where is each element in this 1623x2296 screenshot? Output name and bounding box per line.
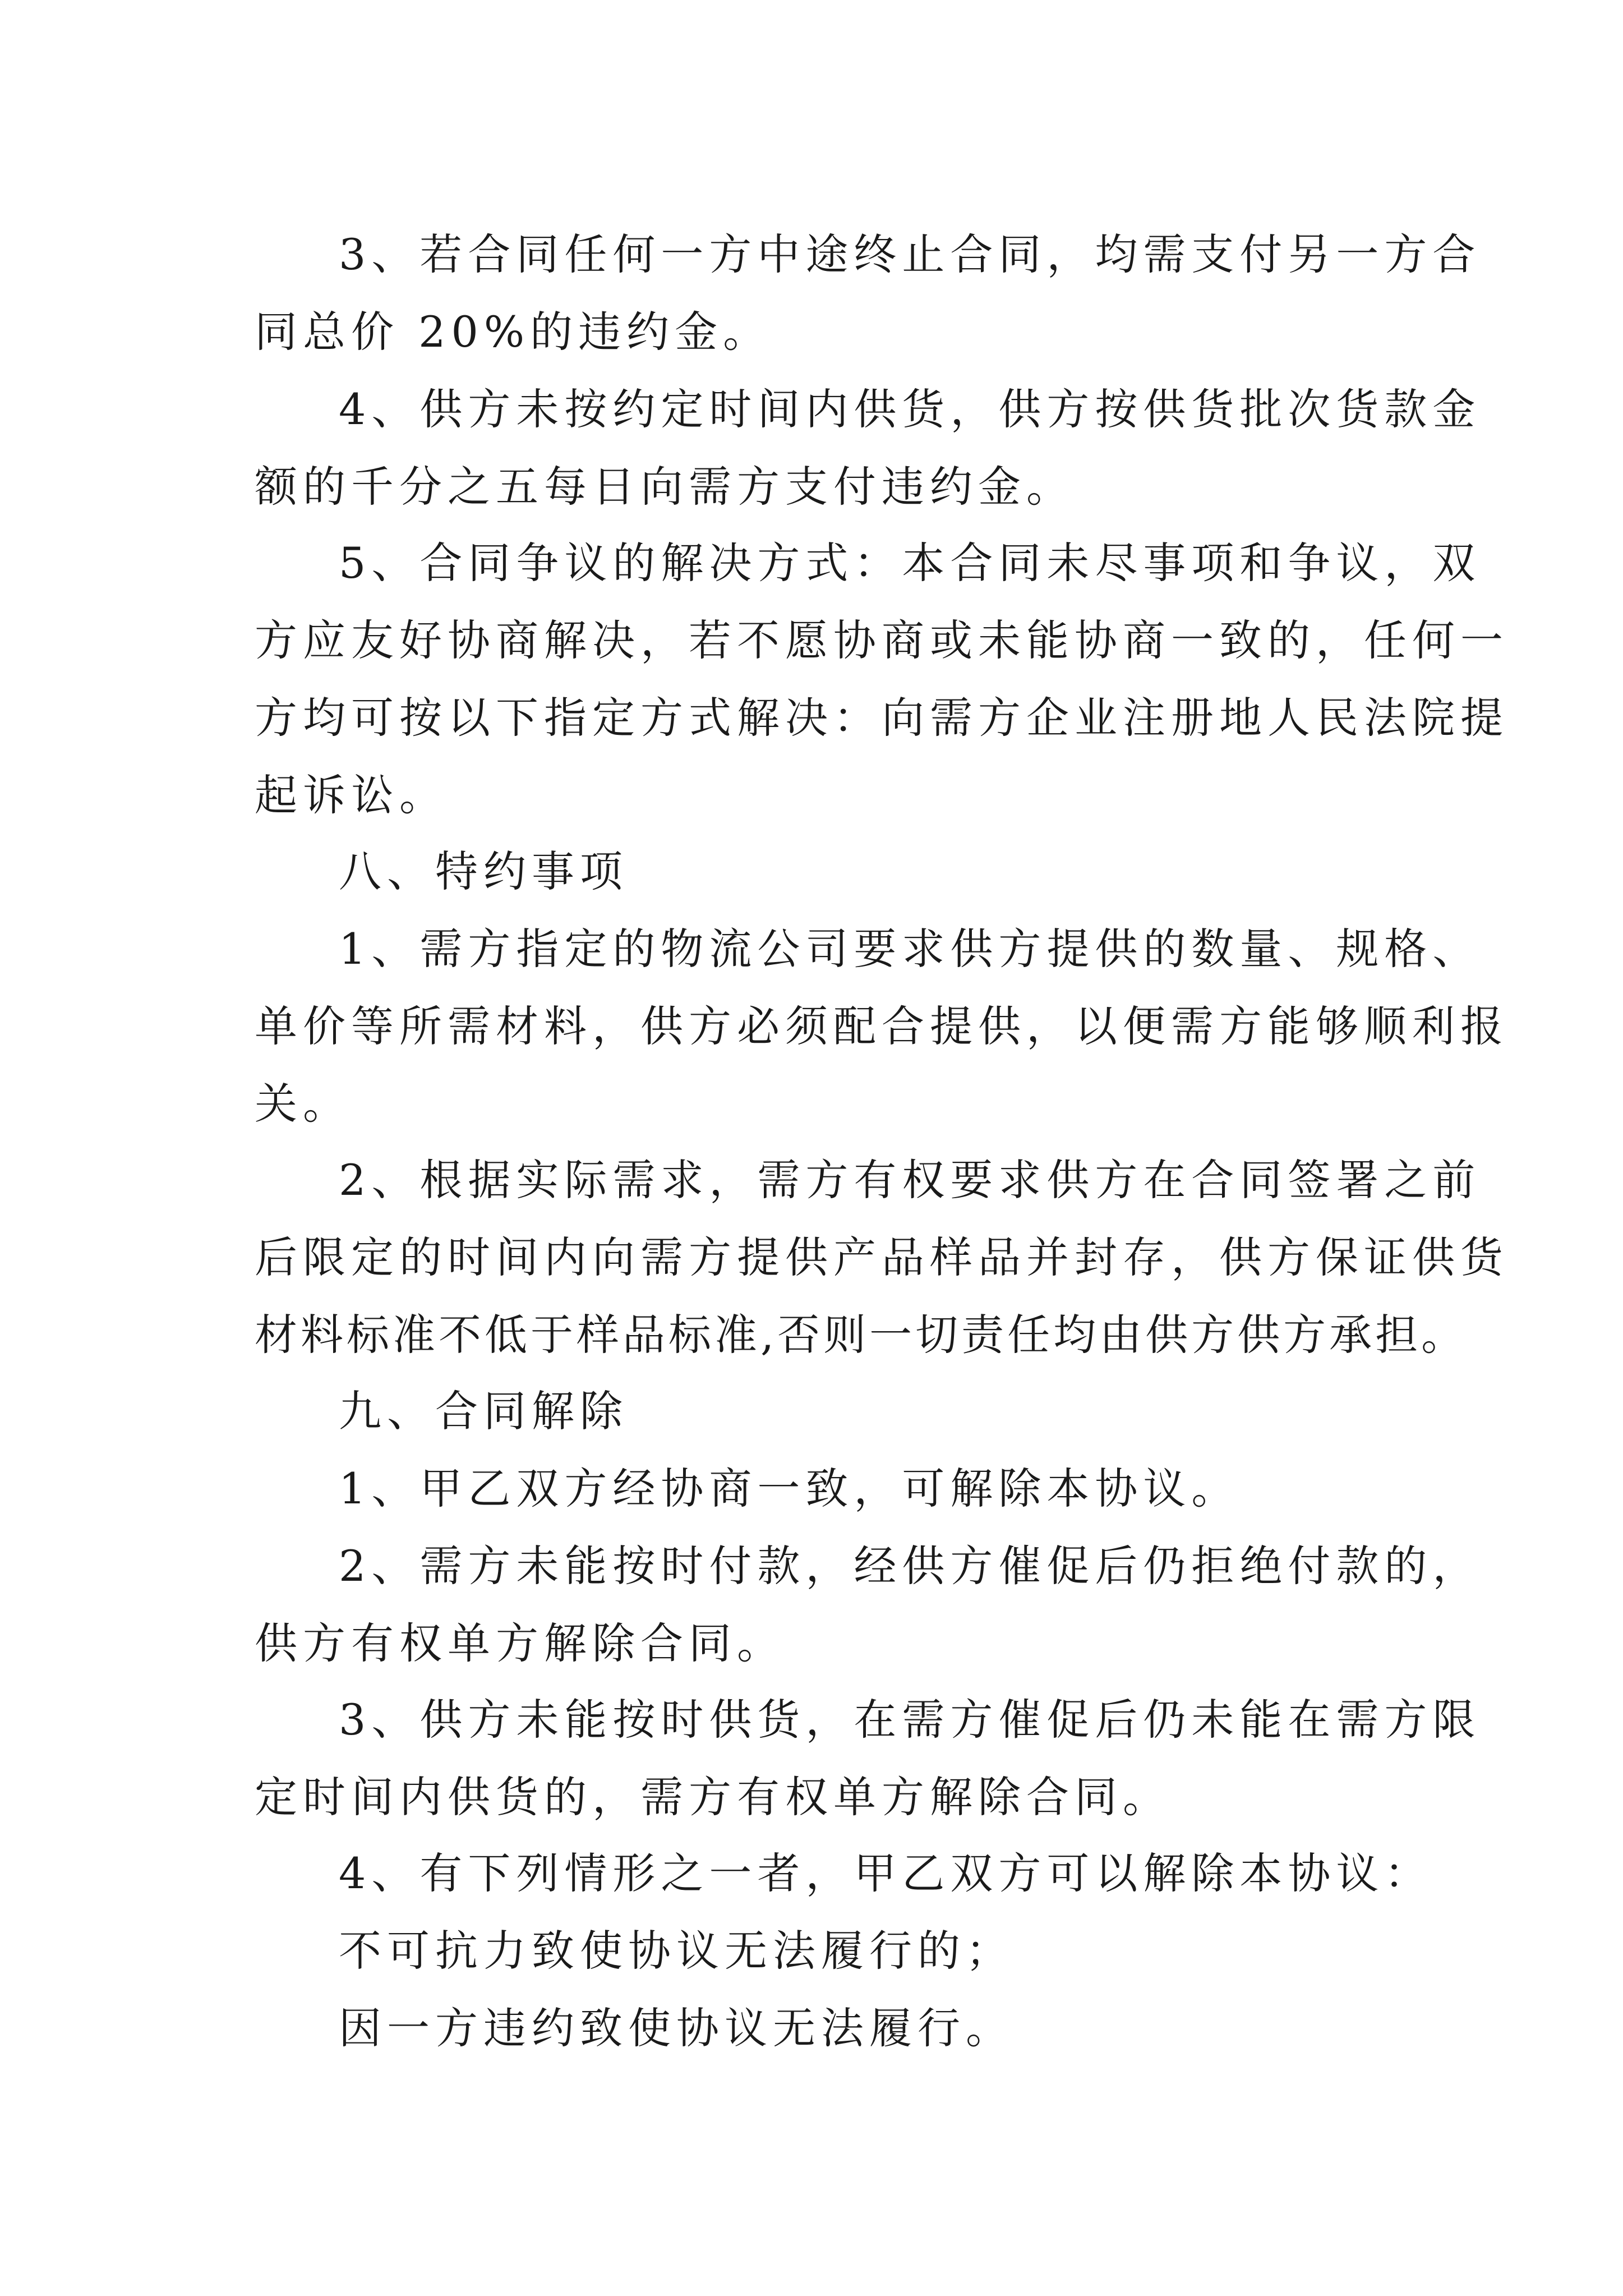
clause-paragraph-9-2 <box>255 1527 1481 1682</box>
text-line: 2、需方未能按时付款，经供方催促后仍拒绝付款的， <box>339 1541 1481 1591</box>
text-line: 单价等所需材料，供方必须配合提供，以便需方能够顺利报 <box>255 1001 1509 1051</box>
clause-paragraph-9-4 <box>255 1835 1433 1912</box>
clause-paragraph-8-2 <box>255 1142 1509 1374</box>
text-line: 3、若合同任何一方中途终止合同，均需支付另一方合 <box>339 229 1481 279</box>
text-line: 1、甲乙双方经协商一致，可解除本协议。 <box>339 1464 1240 1513</box>
text-line: 八、特约事项 <box>339 846 628 896</box>
text-line: 后限定的时间内向需方提供产品样品并封存，供方保证供货 <box>255 1232 1509 1282</box>
text-line: 供方有权单方解除合同。 <box>255 1618 785 1668</box>
text-line: 起诉讼。 <box>255 770 448 820</box>
text-line: 额的千分之五每日向需方支付违约金。 <box>255 462 1075 512</box>
clause-paragraph-7-4 <box>255 371 1481 526</box>
clause-subitem-force-majeure <box>255 1912 1387 1990</box>
text-line: 方应友好协商解决，若不愿协商或未能协商一致的，任何一 <box>255 615 1509 665</box>
clause-paragraph-7-3 <box>255 216 1481 371</box>
text-line: 1、需方指定的物流公司要求供方提供的数量、规格、 <box>339 924 1481 974</box>
text-line: 4、供方未按约定时间内供货，供方按供货批次货款金 <box>339 384 1481 434</box>
text-line: 3、供方未能按时供货，在需方催促后仍未能在需方限 <box>339 1695 1481 1745</box>
clause-subitem-breach <box>255 1990 1387 2067</box>
text-line: 5、合同争议的解决方式：本合同未尽事项和争议，双 <box>339 538 1481 588</box>
text-line: 九、合同解除 <box>339 1386 628 1436</box>
clause-paragraph-9-3 <box>255 1681 1481 1836</box>
text-line: 关。 <box>255 1079 351 1129</box>
clause-paragraph-8-1 <box>255 910 1509 1143</box>
section-heading-9 <box>255 1373 1387 1450</box>
text-line: 2、根据实际需求，需方有权要求供方在合同签署之前 <box>339 1155 1481 1205</box>
section-heading-8 <box>255 833 1387 910</box>
text-line: 材料标准不低于样品标准,否则一切责任均由供方供方承担。 <box>255 1310 1468 1360</box>
text-line: 因一方违约致使协议无法履行。 <box>339 2003 1014 2053</box>
clause-paragraph-9-1 <box>255 1450 1387 1527</box>
text-line: 4、有下列情形之一者，甲乙双方可以解除本协议： <box>339 1848 1433 1898</box>
text-line: 定时间内供货的，需方有权单方解除合同。 <box>255 1772 1171 1822</box>
clause-paragraph-7-5 <box>255 524 1509 834</box>
text-line: 同总价 20%的违约金。 <box>255 307 772 357</box>
text-line: 不可抗力致使协议无法履行的； <box>339 1926 1014 1976</box>
text-line: 方均可按以下指定方式解决：向需方企业注册地人民法院提 <box>255 693 1509 743</box>
